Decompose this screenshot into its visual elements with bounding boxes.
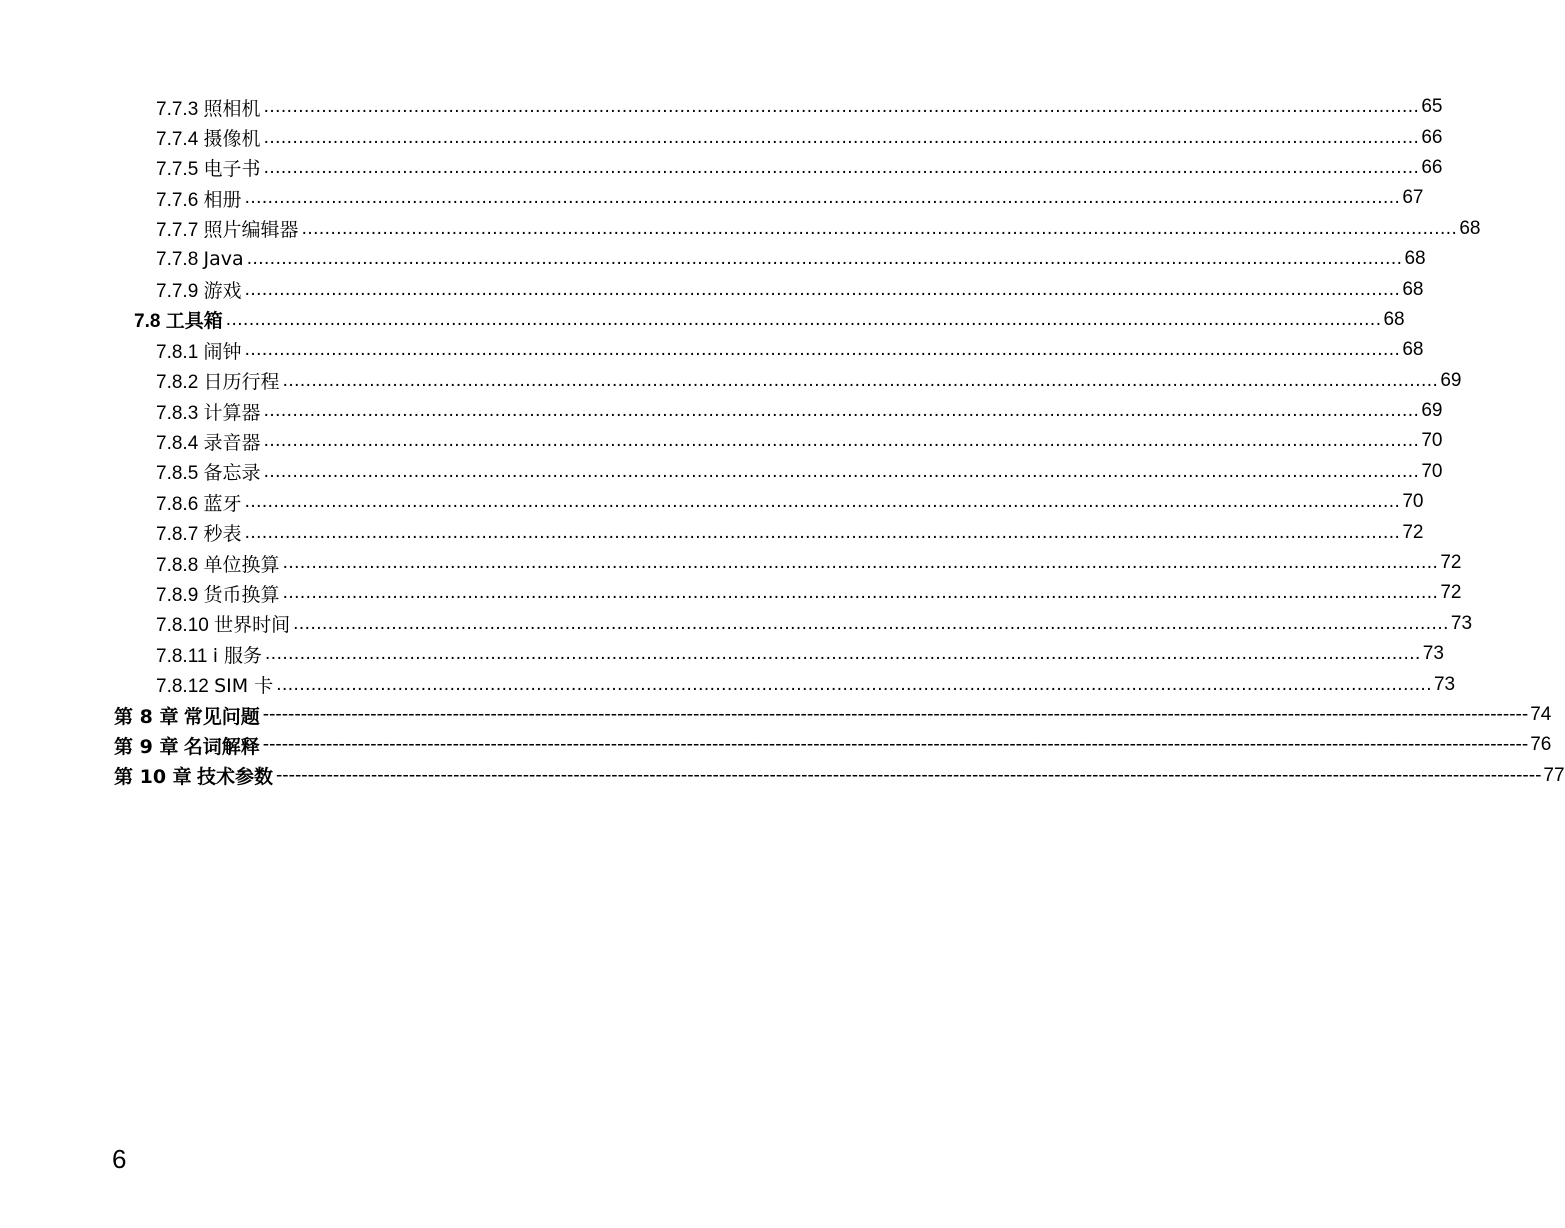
toc-leader-dots: ........................................................................................................................................................................................................ [244, 491, 1401, 513]
toc-entry-number: 7.7.5 [156, 159, 199, 181]
toc-entry-label [156, 94, 264, 121]
toc-entry-number: 第 10 章 [114, 766, 192, 789]
toc-entry-number: 7.8.4 [156, 432, 199, 454]
toc-entry-page: 72 [1402, 521, 1424, 543]
toc-entry-label [114, 702, 263, 729]
toc-entry-page: 68 [1402, 339, 1424, 361]
toc-entry-title: 名词解释 [183, 735, 260, 758]
toc-entry-page: 73 [1422, 643, 1444, 665]
toc-entry-label [114, 762, 276, 789]
toc-entry-page: 66 [1421, 156, 1443, 178]
toc-entry-title: 单位换算 [203, 553, 280, 576]
toc-entry[interactable] [0, 548, 1462, 578]
toc-entry-label [156, 185, 245, 212]
toc-entry-number: 7.8.11 [156, 645, 208, 667]
toc-entry-title: 闹钟 [203, 340, 242, 363]
toc-entry-label [156, 428, 264, 455]
toc-entry-number: 第 8 章 [114, 705, 179, 728]
toc-entry-label [156, 124, 264, 151]
toc-section-entry[interactable] [0, 305, 1405, 335]
toc-entry-label [156, 458, 264, 485]
toc-entry[interactable] [0, 244, 1426, 274]
toc-entry-number: 7.7.4 [156, 129, 199, 151]
table-of-contents [0, 92, 1565, 791]
toc-entry-label [134, 306, 226, 333]
toc-entry-label [156, 641, 265, 668]
toc-entry-title: 照片编辑器 [203, 219, 299, 242]
toc-entry[interactable] [0, 426, 1443, 456]
toc-leader-dots: ........................................................................................................................................................................................................ [301, 217, 1458, 239]
toc-leader-dots: ........................................................................................................................................................................................................ [276, 673, 1432, 695]
toc-leader-dots: ........................................................................................................................................................................................................ [263, 156, 1420, 178]
toc-leader-dashes: -------------------------------------------------------------------------------------------------------------------------------------------------------------------------------------------------------- [275, 764, 1542, 786]
toc-entry-label [156, 367, 283, 394]
toc-entry[interactable] [0, 366, 1462, 396]
toc-entry-number: 7.8.5 [156, 463, 199, 485]
toc-entry-label [156, 154, 264, 181]
toc-leader-dashes: -------------------------------------------------------------------------------------------------------------------------------------------------------------------------------------------------------- [262, 704, 1529, 725]
toc-entry[interactable] [0, 335, 1424, 365]
toc-entry-title: Java [203, 247, 244, 270]
page-number: 6 [112, 1144, 127, 1174]
toc-leader-dots: ........................................................................................................................................................................................................ [263, 126, 1420, 148]
toc-entry-page: 68 [1459, 217, 1481, 239]
toc-entry-number: 7.8.10 [156, 615, 209, 637]
toc-leader-dots: ........................................................................................................................................................................................................ [263, 96, 1420, 118]
toc-leader-dots: ........................................................................................................................................................................................................ [246, 248, 1403, 270]
toc-leader-dots: ........................................................................................................................................................................................................ [282, 369, 1439, 391]
toc-entry-title: 技术参数 [196, 766, 273, 789]
toc-entry-title: 货币换算 [203, 583, 280, 606]
toc-entry[interactable] [0, 214, 1481, 244]
toc-chapter-entry[interactable] [0, 700, 1552, 730]
toc-leader-dots: ........................................................................................................................................................................................................ [244, 187, 1401, 209]
toc-leader-dots: ........................................................................................................................................................................................................ [265, 643, 1421, 665]
toc-entry-label [114, 732, 263, 759]
toc-entry-number: 7.7.3 [156, 98, 199, 120]
toc-entry-page: 77 [1543, 764, 1565, 786]
toc-entry-title: 录音器 [203, 431, 261, 454]
toc-entry-page: 66 [1421, 126, 1443, 148]
toc-entry-number: 7.7.7 [156, 220, 199, 242]
toc-entry[interactable] [0, 609, 1473, 639]
toc-entry-number: 7.8.6 [156, 493, 199, 515]
toc-entry-title: 常见问题 [183, 705, 260, 728]
toc-entry-number: 7.8.9 [156, 584, 199, 606]
toc-entry-title: 相册 [203, 188, 242, 211]
toc-entry-label [156, 489, 245, 516]
toc-entry-label [156, 248, 247, 271]
toc-entry-page: 73 [1433, 673, 1456, 695]
toc-entry-title: 照相机 [203, 97, 261, 120]
toc-entry-page: 65 [1421, 96, 1443, 118]
toc-entry-page: 67 [1402, 187, 1424, 209]
toc-entry-number: 7.7.8 [156, 248, 199, 270]
toc-leader-dots: ........................................................................................................................................................................................................ [244, 339, 1401, 361]
toc-entry-page: 72 [1440, 582, 1462, 604]
toc-entry[interactable] [0, 153, 1443, 183]
toc-entry-page: 70 [1421, 430, 1443, 452]
toc-entry[interactable] [0, 396, 1443, 426]
toc-leader-dots: ........................................................................................................................................................................................................ [225, 308, 1382, 330]
toc-entry-number: 7.7.6 [156, 189, 199, 211]
toc-entry-title: 计算器 [203, 401, 261, 424]
toc-leader-dots: ........................................................................................................................................................................................................ [293, 612, 1449, 634]
toc-entry-title: i 服务 [212, 644, 263, 667]
toc-entry-number: 7.8.3 [156, 402, 199, 424]
toc-entry-number: 7.8.2 [156, 372, 199, 394]
toc-entry-page: 76 [1530, 734, 1552, 756]
toc-entry-page: 69 [1421, 400, 1443, 422]
toc-entry-label [156, 519, 245, 546]
toc-entry-page: 69 [1440, 369, 1462, 391]
toc-chapter-entry[interactable] [0, 730, 1552, 760]
toc-entry-title: 工具箱 [165, 310, 223, 333]
toc-entry-label [156, 276, 245, 303]
toc-entry-title: 蓝牙 [203, 492, 242, 515]
toc-entry-page: 74 [1530, 704, 1552, 725]
toc-entry-number: 7.7.9 [156, 281, 199, 303]
toc-entry-label [156, 610, 293, 637]
toc-entry-title: 秒表 [203, 523, 242, 546]
toc-entry[interactable] [0, 639, 1444, 669]
toc-entry-page: 68 [1383, 308, 1405, 330]
toc-leader-dots: ........................................................................................................................................................................................................ [263, 430, 1420, 452]
toc-entry-page: 73 [1450, 612, 1473, 634]
toc-entry[interactable] [0, 274, 1424, 304]
toc-entry[interactable] [0, 669, 1456, 699]
toc-leader-dots: ........................................................................................................................................................................................................ [244, 278, 1401, 300]
toc-entry-number: 7.8.1 [156, 341, 199, 363]
toc-entry[interactable] [0, 92, 1443, 122]
toc-entry-number: 7.8.12 [156, 676, 209, 698]
toc-entry-number: 7.8.7 [156, 524, 199, 546]
toc-entry-number: 第 9 章 [114, 735, 179, 758]
toc-entry-label [156, 398, 264, 425]
toc-entry-label [156, 580, 283, 607]
toc-entry-title: 游戏 [203, 280, 242, 303]
toc-leader-dots: ........................................................................................................................................................................................................ [282, 552, 1439, 574]
toc-entry-title: SIM 卡 [214, 675, 274, 698]
toc-entry[interactable] [0, 578, 1462, 608]
toc-entry-number: 7.8 [134, 311, 161, 333]
toc-entry-label [156, 671, 276, 698]
toc-entry-title: 摄像机 [203, 128, 261, 151]
toc-entry-page: 70 [1402, 491, 1424, 513]
toc-entry[interactable] [0, 183, 1424, 213]
toc-entry-title: 世界时间 [214, 614, 291, 637]
toc-entry-page: 68 [1402, 278, 1424, 300]
toc-entry[interactable] [0, 517, 1424, 547]
toc-entry-page: 72 [1440, 552, 1462, 574]
toc-entry[interactable] [0, 487, 1424, 517]
toc-chapter-entry[interactable] [0, 761, 1565, 791]
toc-leader-dots: ........................................................................................................................................................................................................ [282, 582, 1439, 604]
toc-entry-title: 备忘录 [203, 462, 261, 485]
toc-entry-title: 日历行程 [203, 371, 280, 394]
toc-entry-title: 电子书 [203, 158, 261, 181]
toc-entry-label [156, 550, 283, 577]
toc-entry[interactable] [0, 122, 1443, 152]
toc-entry-page: 68 [1404, 248, 1426, 270]
toc-entry-number: 7.8.8 [156, 554, 199, 576]
toc-entry-label [156, 337, 245, 364]
toc-leader-dots: ........................................................................................................................................................................................................ [244, 521, 1401, 543]
toc-leader-dots: ........................................................................................................................................................................................................ [263, 400, 1420, 422]
toc-leader-dots: ........................................................................................................................................................................................................ [263, 460, 1420, 482]
toc-entry-page: 70 [1421, 460, 1443, 482]
toc-entry[interactable] [0, 457, 1443, 487]
toc-leader-dashes: -------------------------------------------------------------------------------------------------------------------------------------------------------------------------------------------------------- [262, 734, 1529, 756]
toc-entry-label [156, 215, 302, 242]
